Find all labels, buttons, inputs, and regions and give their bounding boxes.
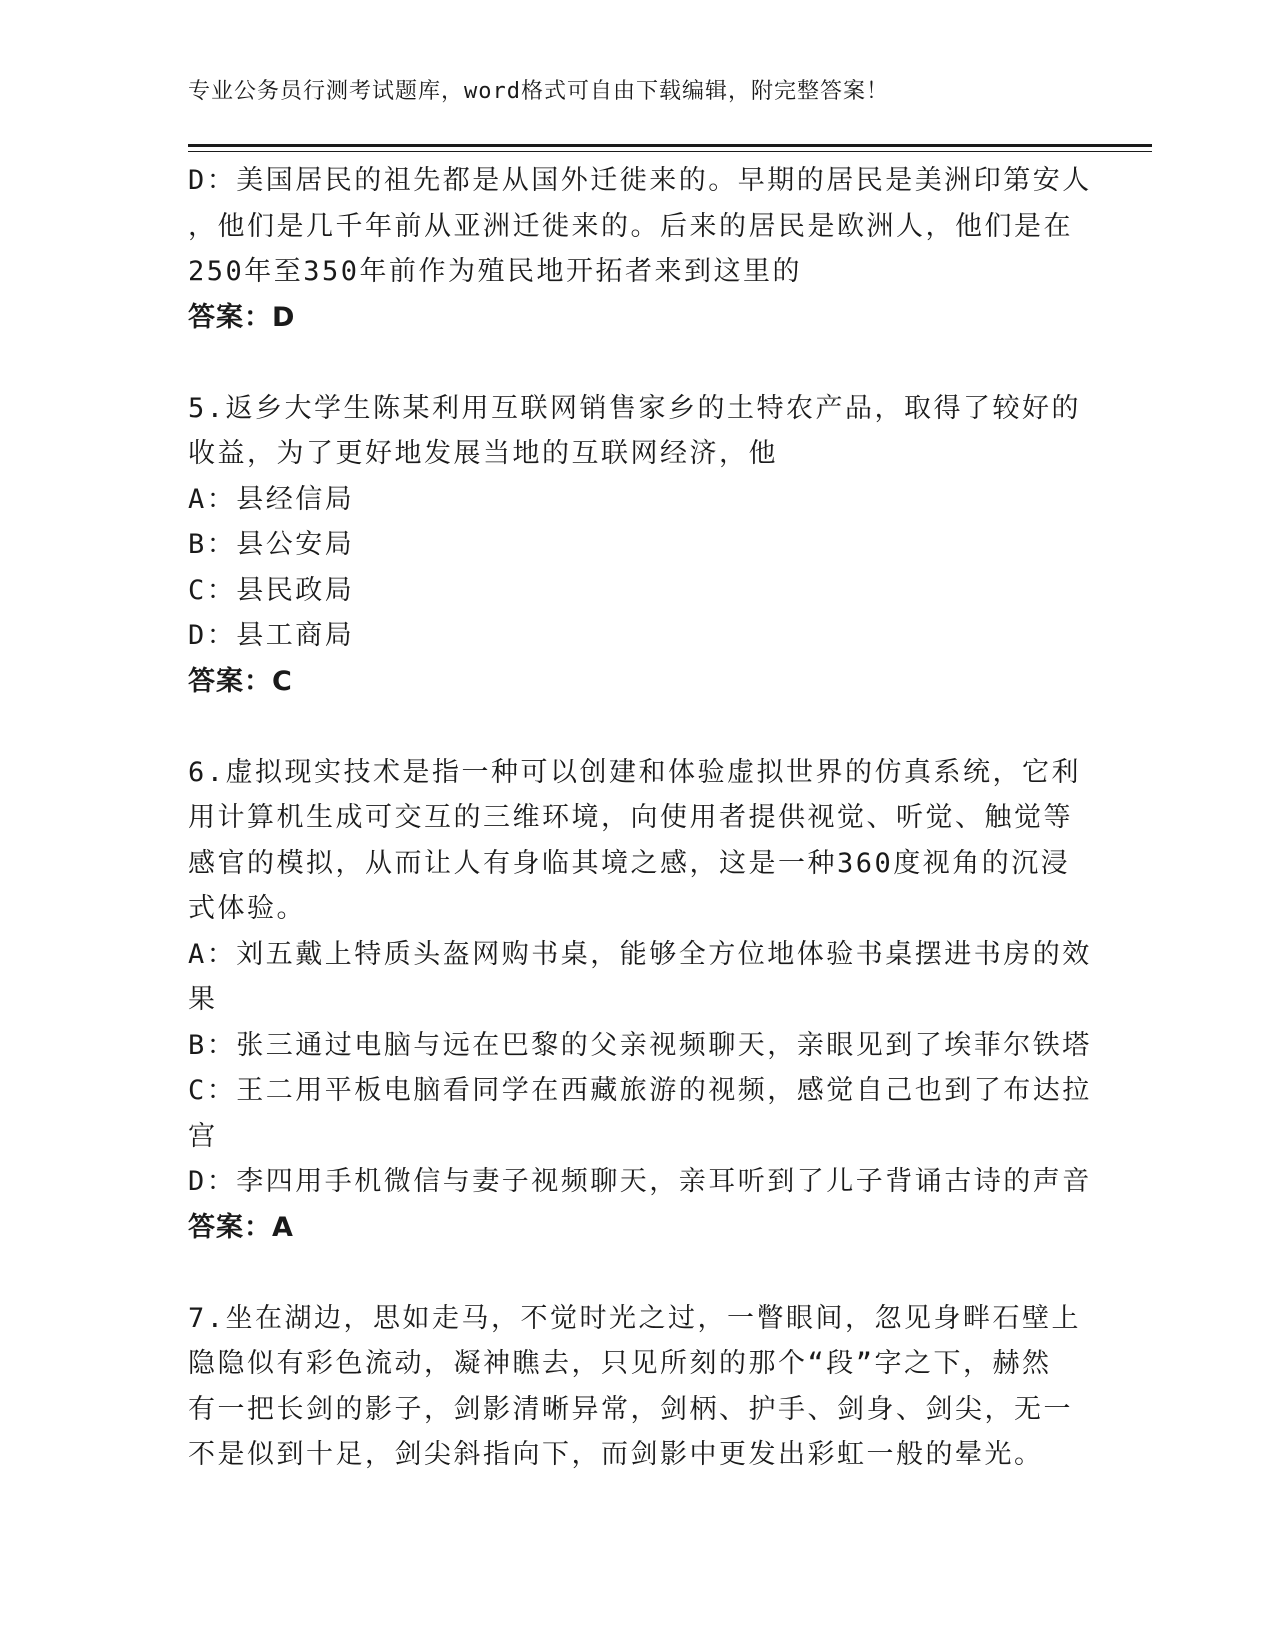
header-rule-thin [188,151,1152,152]
question-7 [188,1296,1088,1478]
q5-option-b: B：县公安局 [188,529,355,560]
page-header: 专业公务员行测考试题库，word格式可自由下载编辑，附完整答案！ [188,79,889,104]
q7-stem-line: 隐隐似有彩色流动，凝神瞧去，只见所刻的那个“段”字之下，赫然 [188,1348,1052,1379]
spacer [188,1250,1088,1296]
q6-option-a-line: 果 [188,984,218,1015]
q6-stem-line: 式体验。 [188,893,306,924]
spacer [188,704,1088,750]
q6-option-a-line: A：刘五戴上特质头盔网购书桌，能够全方位地体验书桌摆进书房的效 [188,938,1092,970]
q4-answer: 答案：D [188,301,296,333]
q6-option-c-line: 宫 [188,1120,218,1152]
q4-option-d-line: ，他们是几千年前从亚洲迁徙来的。后来的居民是欧洲人，他们是在 [188,210,1073,242]
header-rule-thick [188,144,1152,147]
q6-stem-line: 6.虚拟现实技术是指一种可以创建和体验虚拟世界的仿真系统，它利 [188,756,1082,788]
question-4-continuation [188,158,1092,340]
question-5 [188,386,1088,705]
q5-stem-line: 5.返乡大学生陈某利用互联网销售家乡的土特农产品，取得了较好的 [188,392,1082,424]
q5-option-a: A：县经信局 [188,483,355,515]
question-6 [188,750,1092,1251]
q5-option-d: D：县工商局 [188,620,355,651]
q4-option-d-line: 250年至350年前作为殖民地开拓者来到这里的 [188,256,803,287]
q5-answer: 答案：C [188,665,293,697]
document-body [188,158,1092,1478]
spacer [188,340,1088,386]
q6-stem-line: 感官的模拟，从而让人有身临其境之感，这是一种360度视角的沉浸 [188,847,1071,879]
q7-stem-line: 不是似到十足，剑尖斜指向下，而剑影中更发出彩虹一般的晕光。 [188,1439,1044,1470]
q6-option-b-line: B：张三通过电脑与远在巴黎的父亲视频聊天，亲眼见到了埃菲尔铁塔 [188,1029,1092,1061]
q4-option-d-line: D：美国居民的祖先都是从国外迁徙来的。早期的居民是美洲印第安人 [188,165,1092,196]
q6-option-c-line: C：王二用平板电脑看同学在西藏旅游的视频，感觉自己也到了布达拉 [188,1075,1092,1106]
q5-option-c: C：县民政局 [188,574,355,606]
q6-option-d-line: D：李四用手机微信与妻子视频聊天，亲耳听到了儿子背诵古诗的声音 [188,1166,1092,1197]
q5-stem-line: 收益，为了更好地发展当地的互联网经济，他 [188,438,778,469]
q7-stem-line: 7.坐在湖边，思如走马，不觉时光之过，一瞥眼间，忽见身畔石壁上 [188,1302,1082,1334]
q6-answer: 答案：A [188,1211,294,1243]
q7-stem-line: 有一把长剑的影子，剑影清晰异常，剑柄、护手、剑身、剑尖，无一 [188,1393,1073,1425]
q6-stem-line: 用计算机生成可交互的三维环境，向使用者提供视觉、听觉、触觉等 [188,802,1073,833]
